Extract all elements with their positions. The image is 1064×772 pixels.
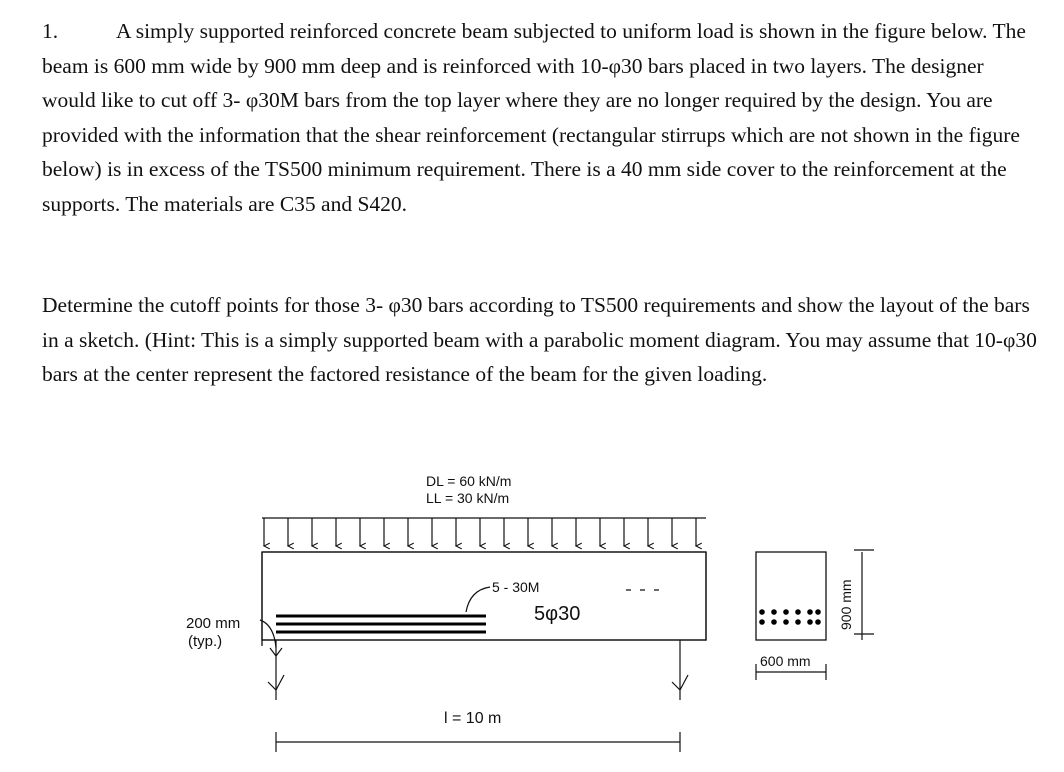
section-depth-label: 900 mm <box>838 579 854 630</box>
section-width-label: 600 mm <box>760 653 811 669</box>
uniform-load <box>262 518 706 546</box>
bearing-width-label: 200 mm <box>186 615 241 632</box>
span-dimension <box>276 732 680 752</box>
top-bars-leader <box>466 587 490 612</box>
span-label: l = 10 m <box>444 710 502 727</box>
top-bars-label: 5 - 30M <box>492 579 540 595</box>
question-number: 1. <box>42 19 59 43</box>
bearing-note: (typ.) <box>188 633 223 650</box>
section-bars <box>759 609 821 625</box>
section-depth-dimension <box>854 550 874 640</box>
dead-load-label: DL = 60 kN/m <box>426 473 512 489</box>
rebar-lines <box>276 616 486 632</box>
beam-elevation <box>262 552 706 640</box>
question-paragraph-2: Determine the cutoff points for those 3- φ30 bars according to TS500 requirements and show the layout of the bars in a sketch. (Hint: This is a simply supported beam with a parabolic moment diagram. You may assume that 10-φ30 bars at the center represent the factored resistance of the beam for the given loading. <box>42 293 1037 386</box>
right-support <box>672 640 688 700</box>
bottom-bars-label: 5φ30 <box>534 603 581 625</box>
live-load-label: LL = 30 kN/m <box>426 490 510 506</box>
cross-section <box>756 552 826 640</box>
question-text-1: A simply supported reinforced concrete beam subjected to uniform load is shown in the figure below. The beam is 600 mm wide by 900 mm deep and is reinforced with 10-φ30 bars placed in two layers. The designer would like to cut off 3- φ30M bars from the top layer where they are no longer required by the design. You are provided with the information that the shear reinforcement (rectangular stirrups which are not shown in the figure below) is in excess of the TS500 minimum requirement. There is a 40 mm side cover to the reinforcement at the supports. The materials are C35 and S420. <box>42 19 1026 216</box>
